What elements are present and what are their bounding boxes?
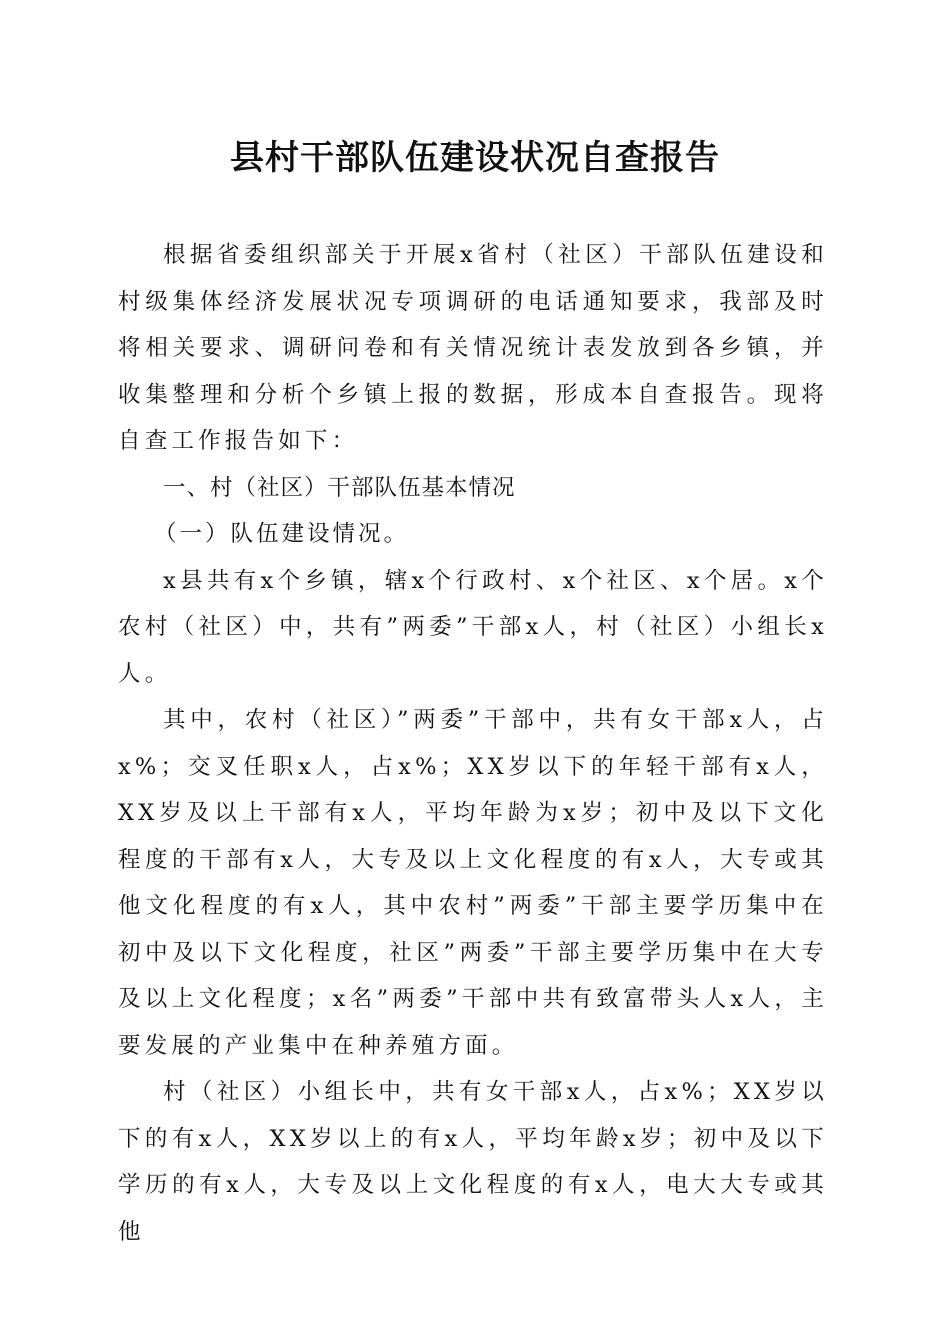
body-paragraph: 村（社区）小组长中，共有女干部x人，占x%；XX岁以下的有x人，XX岁以上的有x人，平均年龄x岁；初中及以下学历的有x人，大专及以上文化程度的有x人，电大大专或其他: [118, 1079, 828, 1245]
intro-paragraph: 根据省委组织部关于开展x省村（社区）干部队伍建设和村级集体经济发展状况专项调研的电话通知要求，我部及时将相关要求、调研问卷和有关情况统计表发放到各乡镇，并收集整理和分析个乡镇上报的数据，形成本自查报告。现将自查工作报告如下：: [118, 242, 828, 454]
body-paragraph: 其中，农村（社区）”两委”干部中，共有女干部x人，占x%；交叉任职x人，占x%；XX岁以下的年轻干部有x人，XX岁及以上干部有x人，平均年龄为x岁；初中及以下文化程度的干部有x人，大专及以上文化程度的有x人，大专或其他文化程度的有x人，其中农村”两委”干部主要学历集中在初中及以下文化程度，社区”两委”干部主要学历集中在大专及以上文化程度；x名”两委”干部中共有致富带头人x人，主要发展的产业集中在种养殖方面。: [118, 707, 828, 1059]
subsection-heading: （一）队伍建设情况。: [154, 521, 410, 547]
body-paragraph: x县共有x个乡镇，辖x个行政村、x个社区、x个居。x个农村（社区）中，共有”两委”干部x人，村（社区）小组长x人。: [118, 567, 828, 687]
document-body: [118, 232, 828, 1255]
section-heading: 一、村（社区）干部队伍基本情况: [163, 474, 516, 501]
document-title: 县村干部队伍建设状况自查报告: [230, 138, 720, 178]
